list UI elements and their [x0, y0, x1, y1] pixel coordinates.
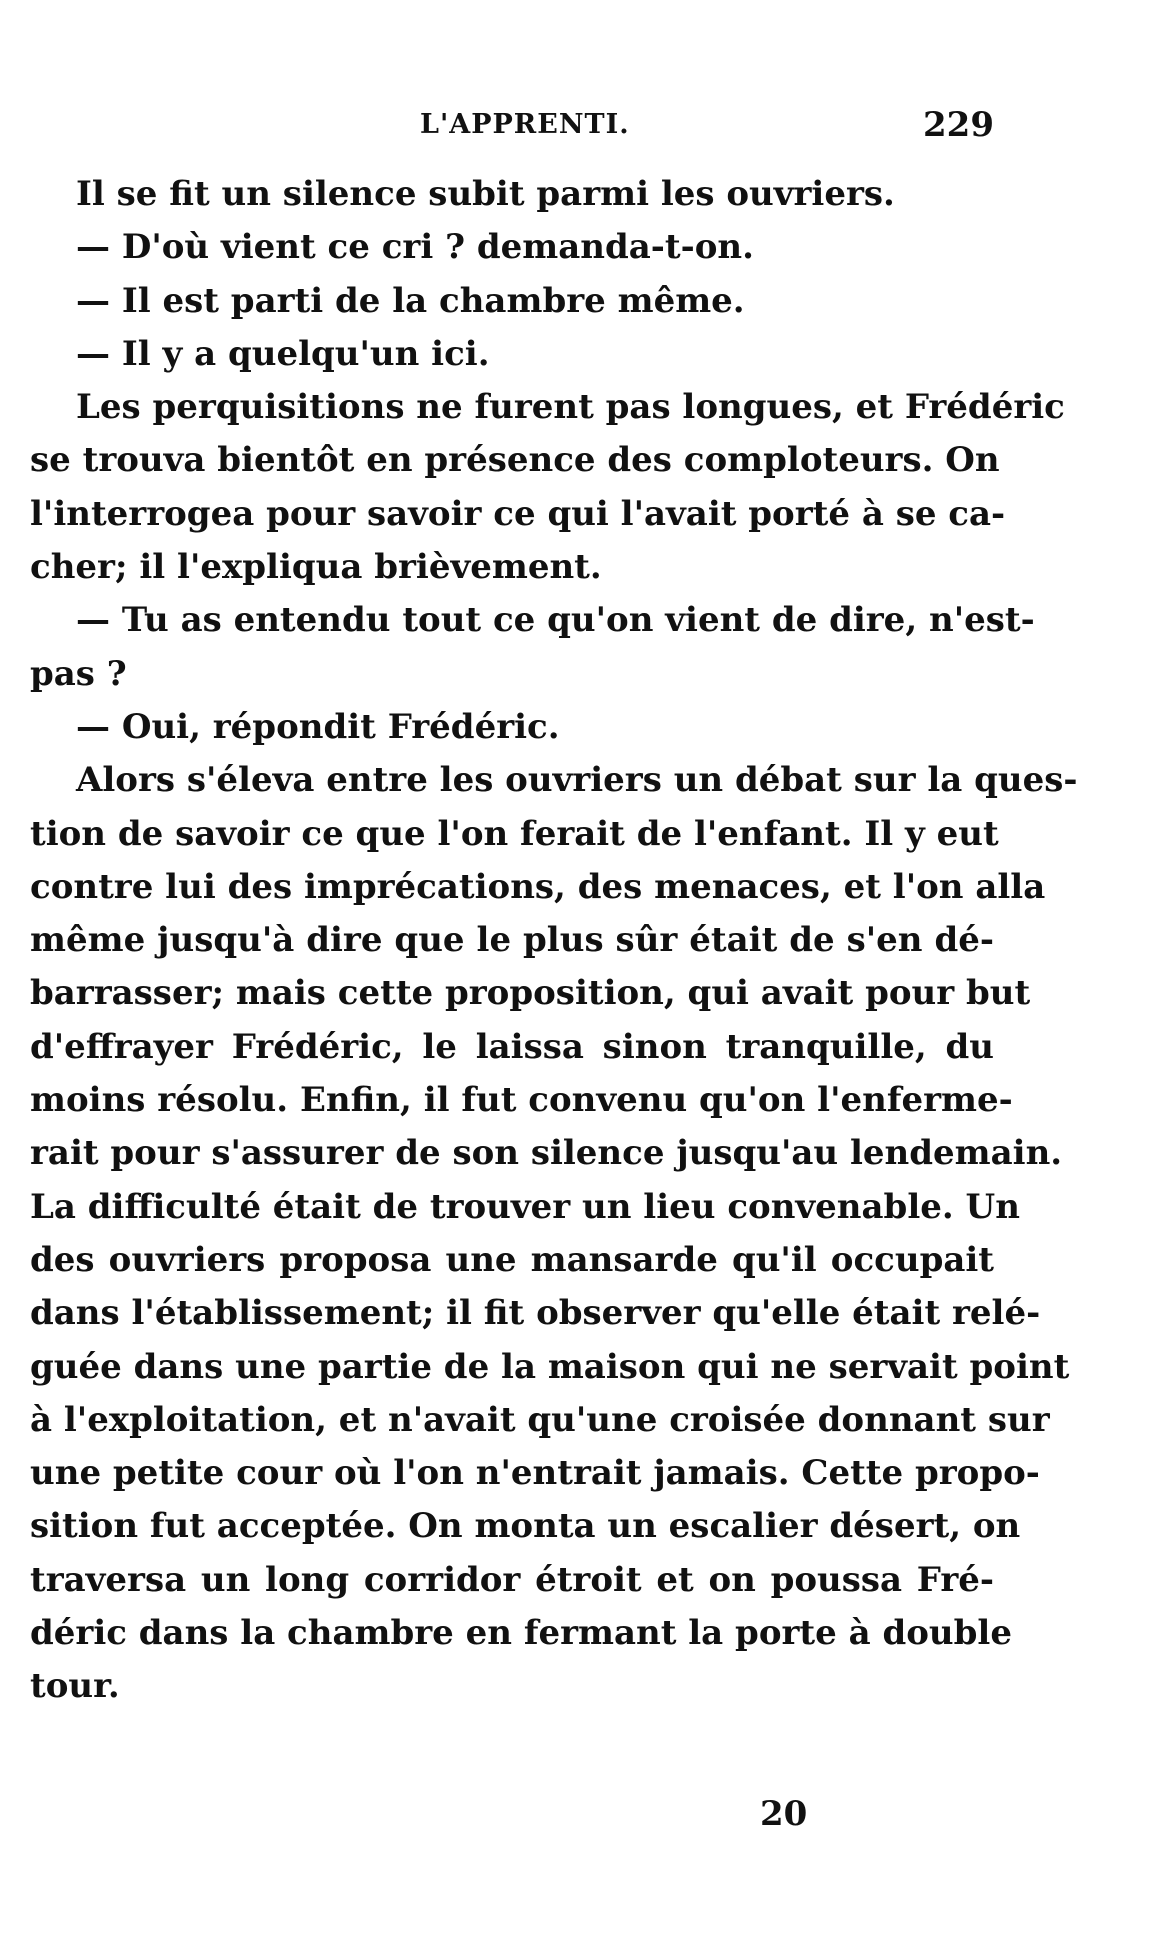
running-title: L'APPRENTI. — [420, 109, 630, 140]
text-line: Alors s'éleva entre les ouvriers un débat sur la ques- — [76, 760, 1078, 801]
text-line: barrasser; mais cette proposition, qui avait pour but — [30, 973, 1031, 1014]
text-line: tion de savoir ce que l'on ferait de l'enfant. Il y eut — [30, 813, 999, 854]
text-line: guée dans une partie de la maison qui ne servait point — [30, 1346, 1070, 1387]
text-line: — Oui, répondit Frédéric. — [76, 706, 560, 747]
text-line: même jusqu'à dire que le plus sûr était de s'en dé- — [30, 920, 994, 961]
text-line: l'interrogea pour savoir ce qui l'avait porté à se ca- — [30, 493, 1006, 534]
running-head — [30, 105, 994, 145]
text-line: traversa un long corridor étroit et on poussa Fré- — [30, 1559, 994, 1600]
signature-mark: 20 — [760, 1794, 808, 1834]
text-line: se trouva bientôt en présence des comploteurs. On — [30, 440, 1000, 481]
text-line: Il se fit un silence subit parmi les ouvriers. — [76, 174, 895, 214]
text-line: sition fut acceptée. On monta un escalier désert, on — [30, 1506, 1021, 1547]
text-line: pas ? — [30, 653, 127, 694]
text-line: déric dans la chambre en fermant la porte à double — [30, 1613, 1012, 1654]
text-line: moins résolu. Enfin, il fut convenu qu'on l'enferme- — [30, 1080, 1013, 1121]
text-line: des ouvriers proposa une mansarde qu'il occupait — [30, 1239, 994, 1280]
text-line: cher; il l'expliqua brièvement. — [30, 547, 602, 588]
body-text — [30, 168, 1078, 1714]
text-line: rait pour s'assurer de son silence jusqu'au lendemain. — [30, 1133, 1063, 1174]
page-number: 229 — [923, 105, 994, 145]
text-line: La difficulté était de trouver un lieu convenable. Un — [30, 1186, 1020, 1227]
text-line: d'effrayer Frédéric, le laissa sinon tranquille, du — [30, 1026, 994, 1067]
text-line: — Il est parti de la chambre même. — [76, 280, 745, 321]
text-line: une petite cour où l'on n'entrait jamais. Cette propo- — [30, 1453, 1040, 1494]
text-line: — Il y a quelqu'un ici. — [76, 333, 490, 374]
text-line: — D'où vient ce cri ? demanda-t-on. — [76, 227, 754, 268]
text-line: tour. — [30, 1666, 120, 1707]
text-line: Les perquisitions ne furent pas longues, et Frédéric — [76, 387, 1065, 428]
text-line: — Tu as entendu tout ce qu'on vient de dire, n'est- — [76, 600, 1035, 641]
text-line: contre lui des imprécations, des menaces, et l'on alla — [30, 866, 1046, 907]
text-line: dans l'établissement; il fit observer qu'elle était relé- — [30, 1293, 1041, 1334]
text-line: à l'exploitation, et n'avait qu'une croisée donnant sur — [30, 1399, 1050, 1440]
